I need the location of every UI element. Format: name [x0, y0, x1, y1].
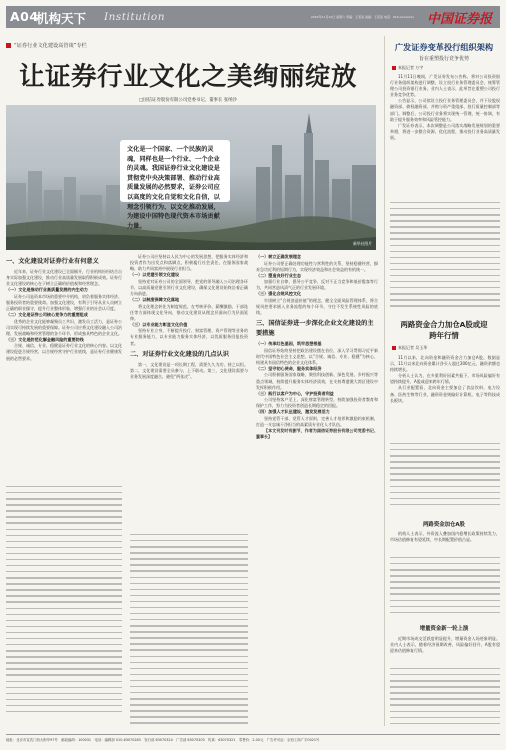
subheading: （四）加强人才队伍建设，激发发展活力 — [256, 409, 330, 415]
paragraph: 从行业配置看，北向资金主要加仓了食品饮料、电力设备、医药生物等行业，融资资金则偏好计算机、电子等科技成长板块。 — [390, 385, 500, 403]
sidebar-subhead-1: 旨在重塑投行竞争优势 — [418, 56, 469, 62]
subheading: （一）文化是推动行业高质量发展的内生动力 — [6, 287, 88, 293]
byline-text: 本报记者 吴玉华 — [398, 345, 428, 350]
section-heading: 三、国信证券进一步深化企业文化建设的主要措施 — [256, 320, 374, 338]
paragraph: 将文化理念转化为制度规范，在考核评价、薪酬激励、干部选任等方面体现文化导向，推动文化建设从理念层面向行为层面延伸。 — [130, 303, 248, 321]
paragraph: 坚持党管干部、党管人才原则，完善人才培养和激励约束机制，打造一支忠诚干净担当的高素质专业化人才队伍。 — [256, 415, 378, 427]
photo-credit: 新华社图片 — [353, 241, 372, 246]
red-square-icon — [6, 43, 11, 48]
column-tag — [6, 42, 87, 49]
paragraph: 国信证券始终坚持把政治建设摆在首位，深入学习贯彻习近平新时代中国特色社会主义思想，以“合规、诚信、专业、稳健”为核心，构建具有国信特色的企业文化体系。 — [256, 347, 378, 365]
sidebar-article-1 — [390, 74, 500, 310]
section-heading: 二、对证券行业文化建设的几点认识 — [130, 350, 229, 358]
section-heading: 一、文化建设对证券行业有何意义 — [6, 258, 99, 265]
paragraph: 坚持专业立身，不断提升投行、财富管理、资产管理等业务的专业服务能力，以专业能力服务实体经济，以优质服务回报投资者。 — [130, 328, 248, 346]
red-square-icon — [392, 66, 396, 70]
paragraph: 第一，文化建设是一项长期工程，需要久久为功、持之以恒。第二，文化建设需要全员参与、上下联动。第三，文化建设需要与业务发展深度融合，避免“两张皮”。 — [130, 361, 248, 379]
subheading: （二）坚守初心使命，服务实体经济 — [256, 365, 322, 371]
subheading: （三）以专业能力彰显文化价值 — [130, 321, 188, 327]
paragraph: 优秀的企业文化能够凝聚员工共识、激发员工活力，是证券公司实现可持续发展的重要保障。证券公司应将文化建设融入公司治理、发展战略和经营管理的各个环节，形成独具特色的企业文化。 — [6, 318, 122, 336]
subheading: （一）树立正确发展理念 — [256, 254, 302, 259]
text-fill — [390, 202, 500, 310]
body-column-3 — [256, 254, 378, 730]
paragraph: 近年来，证券行业文化建设已全面铺开，行业机构纷纷结合自身实际加强文化建设，推动行业高质量发展取得积极成效。证券行业文化建设的核心在于树立正确的价值观和经营理念。 — [6, 269, 122, 287]
section-name-english: Institution — [104, 11, 166, 23]
article-byline: □国信证券股份有限公司党委书记、董事长 张纳沙 — [139, 98, 237, 103]
red-square-icon — [392, 346, 396, 350]
sidebar-subheading: 两路资金加仓A股 — [423, 522, 465, 528]
text-fill — [130, 534, 248, 729]
section-name: 机构天下 — [36, 11, 87, 26]
text-fill — [390, 443, 500, 510]
paragraph: 证券公司是资本市场的重要中介机构，肩负着服务实体经济、服务投资者的重要使命。加强文化建设，有利于引导从业人员树立正确的职业操守，提升行业整体形象，增强行业的社会认可度。 — [6, 293, 122, 311]
paragraph: 坚持党对证券公司的全面领导，把党的领导融入公司治理各环节，以高质量党建引领行业文化建设，确保文化建设始终沿着正确方向前进。 — [130, 278, 248, 296]
text-fill — [6, 486, 122, 717]
editor-note: 【本文刊发时有删节，作者为国信证券股份有限公司党委书记、董事长】 — [256, 428, 378, 440]
pull-quote: 文化是一个国家、一个民族的灵魂，同样也是一个行业、一个企业的灵魂。我国证券行业文化建设是贯彻党中央决策部署、推动行业高质量发展的必然要求，证券公司应以高度的文化自觉和文化自信，以理念引领行为、以文化推动发展，为建设中国特色现代资本市场贡献力量。 — [120, 140, 230, 202]
subheading: （三）文化是防范化解金融风险的重要防线 — [6, 336, 84, 342]
column-tag-text: “证券行业文化建设高管谈”专栏 — [14, 43, 87, 49]
paragraph: 牢固树立“合规创造价值”的理念，健全全面风险管理体系，将合规风控要求嵌入业务流程的每个环节，守住不发生系统性风险的底线。 — [256, 297, 378, 316]
newspaper-logo: 中国证券报 — [426, 12, 492, 27]
paragraph: 公司积极服务国家战略，聚焦科技创新、绿色发展、乡村振兴等重点领域，持续提升服务实体经济质效，在支持粤港澳大湾区建设中发挥积极作用。 — [256, 372, 378, 390]
paragraph: 证券公司要正确处理功能性与营利性的关系，坚持稳健经营，摒弃急功近利的短期行为，实现经济效益和社会效益的有机统一。 — [256, 260, 378, 272]
paragraph: 11月11日晚间，广发证券发布公告称，将对公司投资银行业务组织架构进行调整，设立投行业务管理委员会，统筹管理公司投资银行业务。业内人士表示，此举旨在重塑公司投行业务竞争优势。 — [390, 74, 500, 98]
paragraph: 近期市场成交活跃度明显提升，增量资金入场迹象明显。业内人士表示，随着经济预期改善，风险偏好回升，A股有望迎来估值修复行情。 — [390, 636, 500, 654]
sidebar-byline-2 — [392, 345, 427, 351]
subheading: （一）传承红色基因，筑牢思想根基 — [256, 341, 322, 347]
subheading: （三）强化合规风控文化 — [256, 291, 302, 297]
article-headline: 让证券行业文化之美绚丽绽放 — [18, 62, 357, 92]
paragraph: 公告显示，公司拟设立投行业务管理委员会，并下设股权融资部、债权融资部、并购与资产重组部、投行质量控制部等部门。调整后，公司投行业务将实现统一管理、统一协调，有助于提升服务效率和风险管控能力。 — [390, 98, 500, 122]
paragraph: 加强行业自律，倡导公平竞争，反对不正当竞争和低价揽客等行为，共同营造风清气正的行业发展环境。 — [256, 279, 378, 291]
column-divider — [384, 36, 385, 726]
subheading: （三）践行以客户为中心，守护投资者利益 — [256, 390, 334, 396]
paragraph: 11月以来，北向资金和融资资金合力加仓A股。数据显示，11月以来北向资金累计净买入超过200亿元，融资余额也持续增长。 — [390, 355, 500, 373]
sidebar-byline-1 — [392, 65, 423, 71]
sidebar-article-2-cont — [390, 531, 500, 621]
paragraph: 证券公司应坚持以人民为中心的发展思想，把服务实体经济和投资者作为出发点和落脚点，积极履行社会责任，在服务国家战略、助力共同富裕中展现行业担当。 — [130, 254, 248, 272]
subheading: （二）文化是证券公司核心竞争力的重要组成 — [6, 312, 88, 318]
paragraph: 广发证券表示，本次调整是公司落实战略发展规划的重要举措，将进一步整合资源、优化流程，推动投行业务高质量发展。 — [390, 122, 500, 140]
masthead — [6, 6, 500, 28]
sidebar-headline-1: 广发证券变革投行组织架构 — [394, 42, 494, 52]
paragraph: 公司坚持客户至上，深化财富管理转型，持续加强投资者教育和保护工作，努力为投资者创造长期稳定的回报。 — [256, 397, 378, 409]
subheading: （二）以制度保障文化落地 — [130, 297, 180, 303]
paragraph: 合规、诚信、专业、稳健是证券行业文化的核心内容。以文化建设促进合规经营，以合规经营守护行业底线，是证券行业健康发展的必然要求。 — [6, 343, 122, 361]
subheading: （一）以党建引领文化建设 — [130, 272, 180, 278]
page-footer: 地址：北京市宣武门西大街甲97号 邮政编码：100031 电话：编辑部 010-63070283 发行部 63070324 广告部 63070303 传真：63070321 零售价：2.00元 广告许可证：京西工商广字0021号 — [6, 734, 500, 742]
text-fill — [390, 668, 500, 728]
byline-text: 本报记者 万宇 — [398, 65, 424, 70]
body-column-2 — [130, 254, 248, 730]
paragraph: 机构人士表示，外资流入叠加国内稳增长政策持续发力，市场估值修复有望延续，中长期配置价值凸显。 — [390, 531, 500, 543]
subheading: （二）塑造良好行业生态 — [256, 272, 302, 278]
body-column-1 — [6, 254, 122, 730]
sidebar-article-2 — [390, 355, 500, 515]
sidebar-article-3 — [390, 636, 500, 728]
paragraph: 分析人士认为，在多重利好因素共振下，市场风险偏好有望持续提升，A股或迎来跨年行情。 — [390, 373, 500, 385]
text-fill — [390, 557, 500, 618]
issue-info: 2022年11月12日 星期六 责编：王某某 美编：王某某 电话：010-xxxxxxxx — [310, 15, 414, 19]
sidebar-headline-2: 两路资金合力加仓A股或迎跨年行情 — [400, 320, 488, 340]
section-number: A04 — [10, 9, 39, 24]
sidebar-headline-3: 增量资金新一轮上演 — [419, 626, 469, 632]
